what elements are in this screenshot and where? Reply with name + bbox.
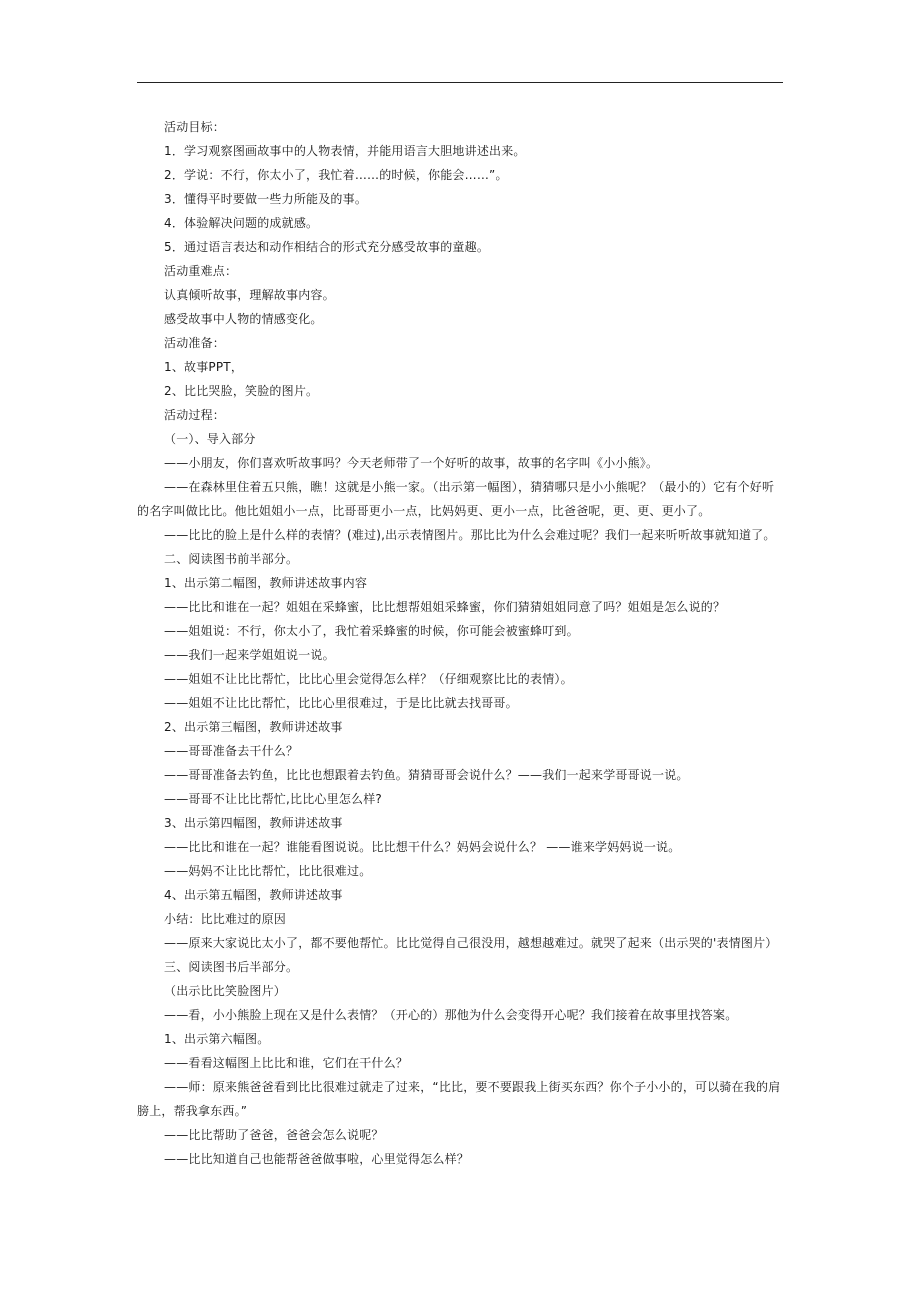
- story-paragraph: ——师：原来熊爸爸看到比比很难过就走了过来，“比比，要不要跟我上街买东西？你个子小小的，可以骑在我的肩膀上，帮我拿东西。”: [137, 1080, 781, 1118]
- dialogue-line: ——比比和谁在一起？姐姐在采蜂蜜，比比想帮姐姐采蜂蜜，你们猜猜姐姐同意了吗？姐姐是怎么说的？: [164, 600, 726, 614]
- dialogue-line: ——哥哥不让比比帮忙,比比心里怎么样?: [164, 792, 382, 806]
- key-point-1: 认真倾听故事，理解故事内容。: [164, 288, 335, 302]
- section-heading: 二、阅读图书前半部分。: [164, 552, 299, 566]
- dialogue-line: ——哥哥准备去干什么？: [164, 744, 299, 758]
- dialogue-line: ——原来大家说比太小了，都不要他帮忙。比比觉得自己很没用，越想越难过。就哭了起来（出示哭的'表情图片）: [164, 936, 778, 950]
- document-body: [137, 115, 784, 1171]
- header-rule: [137, 82, 783, 83]
- dialogue-line: ——看，小小熊脸上现在又是什么表情？（开心的）那他为什么会变得开心呢？我们接着在故事里找答案。: [164, 1008, 738, 1022]
- step-heading: 1、出示第六幅图。: [164, 1032, 270, 1046]
- section-intro-heading: （一）、导入部分: [164, 432, 256, 446]
- key-point-2: 感受故事中人物的情感变化。: [164, 312, 323, 326]
- goal-item-2: 2．学说：不行，你太小了，我忙着……的时候，你能会……”。: [164, 168, 508, 182]
- summary-line: 小结：比比难过的原因: [164, 912, 287, 926]
- dialogue-line: ——我们一起来学姐姐说一说。: [164, 648, 335, 662]
- preparation-item-2: 2、比比哭脸，笑脸的图片。: [164, 384, 319, 398]
- dialogue-line: ——比比帮助了爸爸，爸爸会怎么说呢？: [164, 1128, 384, 1142]
- note-line: （出示比比笑脸图片）: [164, 984, 287, 998]
- dialogue-line: ——姐姐不让比比帮忙，比比心里会觉得怎么样？（仔细观察比比的表情）。: [164, 672, 573, 686]
- heading-goals: 活动目标：: [164, 120, 226, 134]
- goal-item-4: 4．体验解决问题的成就感。: [164, 216, 319, 230]
- step-heading: 2、出示第三幅图，教师讲述故事: [164, 720, 343, 734]
- dialogue-line: ——小朋友，你们喜欢听故事吗？今天老师带了一个好听的故事，故事的名字叫《小小熊》。: [164, 456, 659, 470]
- heading-process: 活动过程：: [164, 408, 226, 422]
- story-paragraph: ——在森林里住着五只熊，瞧！这就是小熊一家。（出示第一幅图），猜猜哪只是小小熊呢？（最小的）它有个好听的名字叫做比比。他比姐姐小一点，比哥哥更小一点，比妈妈更、更小一点，比爸爸呢，更、更、更小了。: [137, 480, 775, 518]
- dialogue-line: ——姐姐说：不行，你太小了，我忙着采蜂蜜的时候，你可能会被蜜蜂叮到。: [164, 624, 579, 638]
- goal-item-5: 5．通过语言表达和动作相结合的形式充分感受故事的童趣。: [164, 240, 490, 254]
- goal-item-1: 1．学习观察图画故事中的人物表情，并能用语言大胆地讲述出来。: [164, 144, 526, 158]
- heading-preparation: 活动准备：: [164, 336, 226, 350]
- dialogue-line: ——姐姐不让比比帮忙，比比心里很难过，于是比比就去找哥哥。: [164, 696, 518, 710]
- step-heading: 3、出示第四幅图，教师讲述故事: [164, 816, 343, 830]
- preparation-item-1: 1、故事PPT，: [164, 360, 244, 374]
- heading-key-points: 活动重难点：: [164, 264, 238, 278]
- dialogue-line: ——比比的脸上是什么样的表情？(难过),出示表情图片。那比比为什么会难过呢？我们一起来听听故事就知道了。: [164, 528, 776, 542]
- goal-item-3: 3．懂得平时要做一些力所能及的事。: [164, 192, 368, 206]
- dialogue-line: ——妈妈不让比比帮忙，比比很难过。: [164, 864, 372, 878]
- dialogue-line: ——看看这幅图上比比和谁，它们在干什么？: [164, 1056, 409, 1070]
- step-heading: 1、出示第二幅图，教师讲述故事内容: [164, 576, 368, 590]
- section-heading: 三、阅读图书后半部分。: [164, 960, 299, 974]
- dialogue-line: ——比比知道自己也能帮爸爸做事啦，心里觉得怎么样？: [164, 1152, 470, 1166]
- dialogue-line: ——哥哥准备去钓鱼，比比也想跟着去钓鱼。猜猜哥哥会说什么？——我们一起来学哥哥说一说。: [164, 768, 689, 782]
- step-heading: 4、出示第五幅图，教师讲述故事: [164, 888, 343, 902]
- dialogue-line: ——比比和谁在一起？谁能看图说说。比比想干什么？妈妈会说什么？ ——谁来学妈妈说一说。: [164, 840, 681, 854]
